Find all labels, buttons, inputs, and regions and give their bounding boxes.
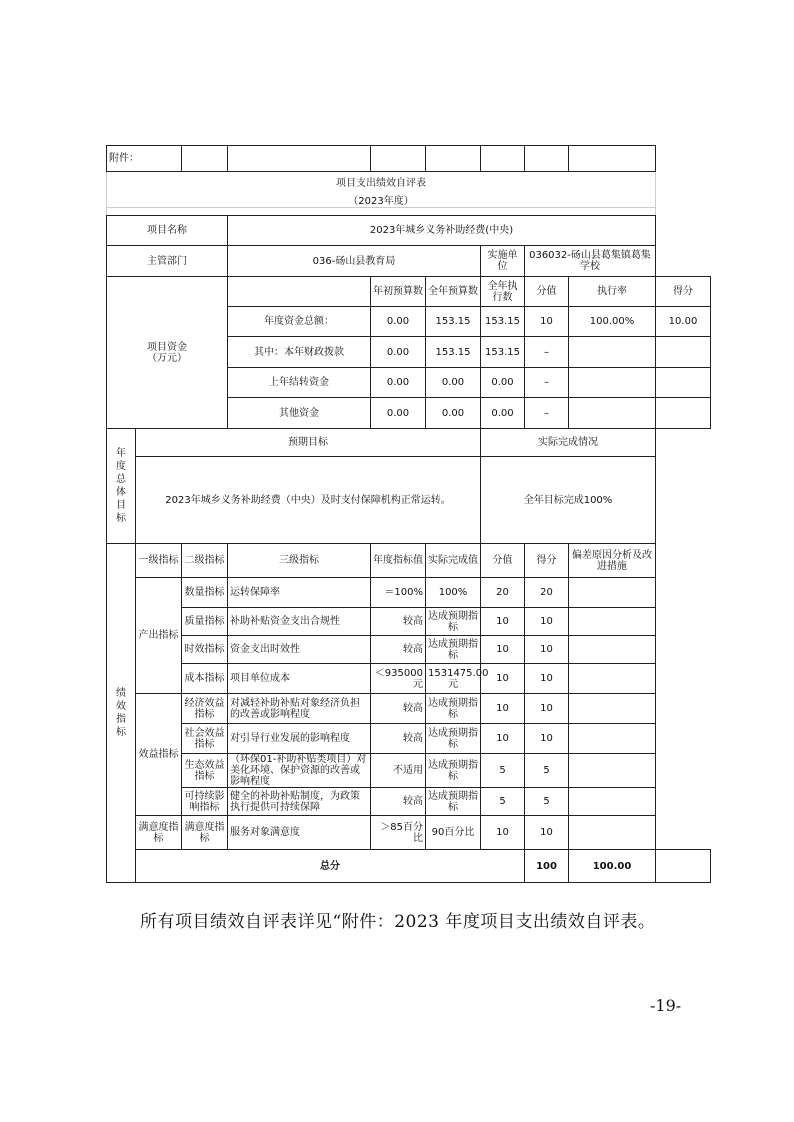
fund-initial: 0.00 [371,337,426,368]
fund-row-label: 其中：本年财政拨款 [228,337,371,368]
level1-benefit: 效益指标 [136,694,182,816]
indicator-target: 较高 [371,788,426,816]
performance-indicator-label: 绩 效 指 标 [107,544,136,883]
expected-goal-header: 预期目标 [136,429,481,457]
level1-satisfaction: 满意度指标 [136,816,182,850]
fund-score [656,337,711,368]
fund-row-label: 上年结转资金 [228,368,371,398]
fund-rate [569,368,656,398]
indicator-value: 10 [481,724,525,754]
fund-header: 年初预算数 [371,277,426,307]
fund-row-label: 年度资金总额： [228,307,371,337]
indicator-score: 10 [525,816,569,850]
total-value: 100 [525,850,569,883]
fund-score-value: 10 [525,307,569,337]
fund-score [656,368,711,398]
indicator-actual: 达成预期指标 [426,724,481,754]
fund-score-value: – [525,398,569,429]
dept-label: 主管部门 [107,246,228,277]
annual-goal-label: 年 度 总 体 目 标 [107,429,136,544]
performance-self-evaluation-form [106,145,711,883]
indicator-l3: 健全的补助补贴制度，为政策执行提供可持续保障 [228,788,371,816]
fund-initial: 0.00 [371,307,426,337]
total-score: 100.00 [569,850,656,883]
indicator-header: 三级指标 [228,544,371,578]
fund-rate [569,337,656,368]
level1-output: 产出指标 [136,578,182,694]
indicator-value: 10 [481,636,525,664]
indicator-l3: 服务对象满意度 [228,816,371,850]
total-label: 总分 [136,850,525,883]
fund-header: 分值 [525,277,569,307]
indicator-deviation [569,694,656,724]
fund-score: 10.00 [656,307,711,337]
indicator-target: 较高 [371,694,426,724]
impl-label: 实施单位 [481,246,525,277]
attachment-label: 附件： [107,146,182,172]
indicator-target: 较高 [371,636,426,664]
fund-executed: 0.00 [481,368,525,398]
indicator-target: 不适用 [371,754,426,788]
actual-completion: 全年目标完成100% [481,457,656,544]
fund-annual: 153.15 [426,307,481,337]
fund-score-value: – [525,337,569,368]
indicator-l3: 项目单位成本 [228,664,371,694]
indicator-score: 5 [525,788,569,816]
indicator-target: ＝100% [371,578,426,608]
indicator-actual: 90百分比 [426,816,481,850]
indicator-target: ＞85百分比 [371,816,426,850]
body-paragraph: 所有项目绩效自评表详见“附件：2023 年度项目支出绩效自评表。 [140,912,656,932]
indicator-value: 10 [481,816,525,850]
indicator-l3: 运转保障率 [228,578,371,608]
indicator-header: 实际完成值 [426,544,481,578]
indicator-l2: 成本指标 [182,664,228,694]
indicator-score: 10 [525,608,569,636]
indicator-l2: 生态效益指标 [182,754,228,788]
indicator-actual: 达成预期指标 [426,636,481,664]
indicator-score: 10 [525,724,569,754]
indicator-actual: 达成预期指标 [426,608,481,636]
form-year: （2023年度） [107,196,656,208]
indicator-header: 年度指标值 [371,544,426,578]
fund-annual: 0.00 [426,368,481,398]
fund-initial: 0.00 [371,398,426,429]
page-number: -19- [650,996,682,1015]
fund-score-value: – [525,368,569,398]
indicator-value: 10 [481,664,525,694]
fund-header: 执行率 [569,277,656,307]
fund-header: 全年预算数 [426,277,481,307]
indicator-deviation [569,816,656,850]
fund-score [656,398,711,429]
fund-executed: 0.00 [481,398,525,429]
indicator-l3: （环保01-补助补贴类项目）对美化环境、保护资源的改善或影响程度 [228,754,371,788]
fund-executed: 153.15 [481,307,525,337]
indicator-deviation [569,578,656,608]
indicator-deviation [569,664,656,694]
fund-header: 得分 [656,277,711,307]
indicator-actual: 达成预期指标 [426,754,481,788]
indicator-l3: 资金支出时效性 [228,636,371,664]
indicator-target: ＜935000元 [371,664,426,694]
indicator-score: 20 [525,578,569,608]
indicator-header: 一级指标 [136,544,182,578]
funds-label: 项目资金 （万元） [107,277,228,429]
indicator-value: 5 [481,788,525,816]
indicator-header: 二级指标 [182,544,228,578]
actual-header: 实际完成情况 [481,429,656,457]
indicator-score: 5 [525,754,569,788]
expected-goal: 2023年城乡义务补助经费（中央）及时支付保障机构正常运转。 [136,457,481,544]
project-name: 2023年城乡义务补助经费(中央) [228,216,656,246]
indicator-header: 偏差原因分析及改进措施 [569,544,656,578]
form-title: 项目支出绩效自评表 [107,172,656,196]
dept-value: 036-砀山县教育局 [228,246,481,277]
indicator-deviation [569,754,656,788]
indicator-l3: 对减轻补助补贴对象经济负担的改善或影响程度 [228,694,371,724]
indicator-actual: 达成预期指标 [426,788,481,816]
indicator-actual: 1531475.00元 [426,664,481,694]
indicator-header: 分值 [481,544,525,578]
indicator-l3: 对引导行业发展的影响程度 [228,724,371,754]
fund-rate: 100.00% [569,307,656,337]
indicator-deviation [569,636,656,664]
fund-initial: 0.00 [371,368,426,398]
indicator-score: 10 [525,694,569,724]
indicator-l2: 社会效益指标 [182,724,228,754]
indicator-deviation [569,724,656,754]
indicator-l2: 经济效益指标 [182,694,228,724]
impl-value: 036032-砀山县葛集镇葛集学校 [525,246,656,277]
indicator-deviation [569,788,656,816]
form-table [106,145,711,883]
indicator-header: 得分 [525,544,569,578]
fund-row-label: 其他资金 [228,398,371,429]
indicator-deviation [569,608,656,636]
indicator-target: 较高 [371,608,426,636]
indicator-value: 5 [481,754,525,788]
indicator-l2: 可持续影响指标 [182,788,228,816]
fund-rate [569,398,656,429]
indicator-l2: 质量指标 [182,608,228,636]
indicator-target: 较高 [371,724,426,754]
indicator-l2: 满意度指标 [182,816,228,850]
indicator-value: 10 [481,608,525,636]
indicator-actual: 100% [426,578,481,608]
indicator-l3: 补助补贴资金支出合规性 [228,608,371,636]
project-name-label: 项目名称 [107,216,228,246]
indicator-l2: 数量指标 [182,578,228,608]
indicator-value: 10 [481,694,525,724]
fund-executed: 153.15 [481,337,525,368]
indicator-value: 20 [481,578,525,608]
fund-annual: 0.00 [426,398,481,429]
fund-header: 全年执行数 [481,277,525,307]
indicator-score: 10 [525,664,569,694]
fund-annual: 153.15 [426,337,481,368]
indicator-l2: 时效指标 [182,636,228,664]
indicator-actual: 达成预期指标 [426,694,481,724]
indicator-score: 10 [525,636,569,664]
